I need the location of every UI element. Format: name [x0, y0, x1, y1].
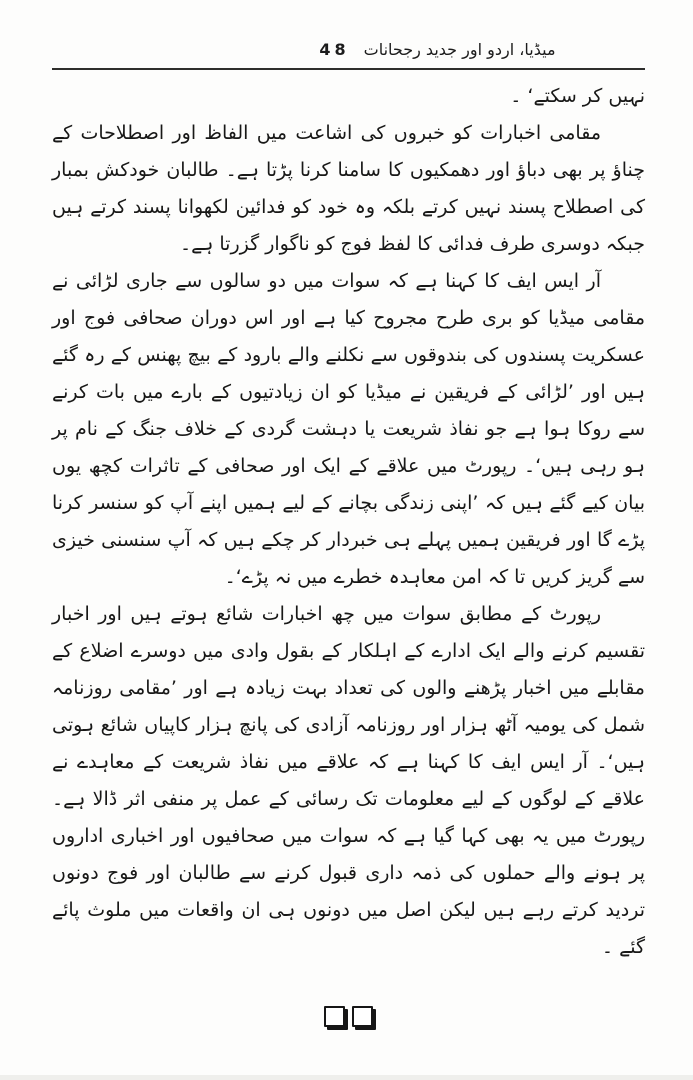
- end-of-chapter-ornament: [52, 1006, 645, 1027]
- body-paragraph-2: آر ایس ایف کا کہنا ہے کہ سوات میں دو سالوں سے جاری لڑائی نے مقامی میڈیا کو بری طرح مجروح کیا ہے اور اس دوران صحافی فوج اور عسکریت پسندوں کی بندوقوں سے نکلنے والے بارود کے بیچ پھنس کے رہ گئے ہیں اور ’لڑائی کے فریقین نے میڈیا کو ان زیادتیوں کے بارے میں بات کرنے سے روکا ہوا ہے جو نفاذ شریعت یا دہشت گردی کے خلاف جنگ کے نام پر ہو رہی ہیں‘۔ رپورٹ میں علاقے کے ایک اور صحافی کے تاثرات کچھ یوں بیان کیے گئے ہیں کہ ’اپنی زندگی بچانے کے لیے ہمیں اپنے آپ کو سنسر کرنا پڑے گا اور فریقین ہمیں پہلے ہی خبردار کر چکے ہیں کہ آپ سنسنی خیزی سے گریز کریں تا کہ امن معاہدہ خطرے میں نہ پڑے‘۔: [52, 270, 645, 588]
- scan-edge-artifact: [0, 1075, 693, 1080]
- body-paragraph-1: مقامی اخبارات کو خبروں کی اشاعت میں الفاظ اور اصطلاحات کے چناؤ پر بھی دباؤ اور دھمکیوں کا سامنا کرنا پڑتا ہے۔ طالبان خودکش بمبار کی اصطلاح پسند نہیں کرتے بلکہ وہ خود کو فدائین لکھوانا پسند کرتے ہیں جبکہ دوسری طرف فدائی کا لفظ فوج کو ناگوار گزرتا ہے۔: [52, 122, 645, 255]
- continuation-line: نہیں کر سکتے‘ ۔: [510, 85, 645, 107]
- shadowed-square-icon: [324, 1006, 345, 1027]
- page-content-area: [52, 40, 645, 1027]
- body-paragraph-3: رپورٹ کے مطابق سوات میں چھ اخبارات شائع ہوتے ہیں اور اخبار تقسیم کرنے والے ایک ادارے کے اہلکار کے بقول وادی میں دوسرے اضلاع کے مقابلے میں اخبار پڑھنے والوں کی تعداد بہت زیادہ ہے اور ’مقامی روزنامہ شمل کی یومیہ آٹھ ہزار اور روزنامہ آزادی کی پانچ ہزار کاپیاں شائع ہوتی ہیں‘۔ آر ایس ایف کا کہنا ہے کہ علاقے میں نفاذ شریعت کے معاہدے نے علاقے کے لوگوں کے لیے معلومات تک رسائی کے عمل پر منفی اثر ڈالا ہے۔ رپورٹ میں یہ بھی کہا گیا ہے کہ سوات میں صحافیوں اور اخباری اداروں پر ہونے والے حملوں کی ذمہ داری قبول کرنے سے طالبان اور فوج دونوں تردید کرتے رہے ہیں لیکن اصل میں دونوں ہی ان واقعات میں ملوث پائے گئے ۔: [52, 603, 645, 958]
- shadowed-square-icon: [352, 1006, 373, 1027]
- page-number: 48: [319, 40, 350, 59]
- page-header: [52, 40, 645, 70]
- page-body: [52, 78, 645, 966]
- book-title: میڈیا، اردو اور جدید رجحانات: [363, 40, 556, 59]
